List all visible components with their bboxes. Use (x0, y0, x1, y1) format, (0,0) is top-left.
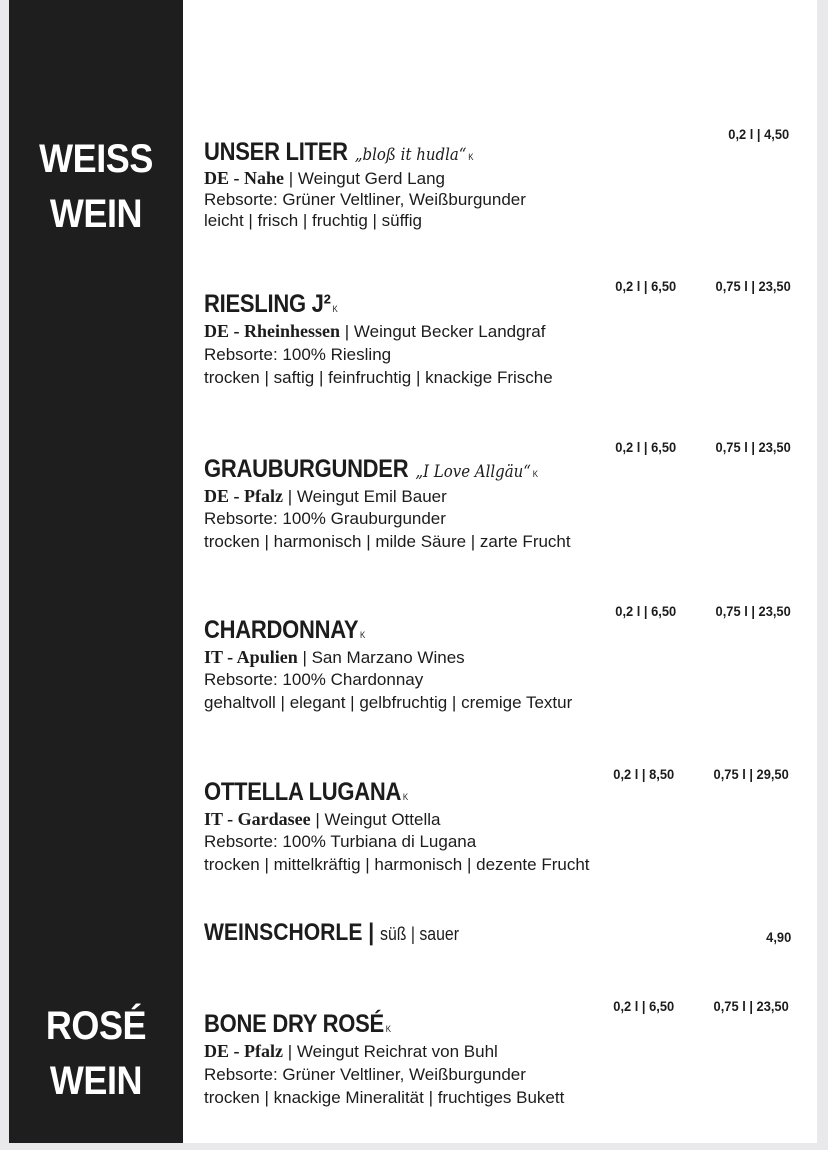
price-large: 0,75 l | 23,50 (713, 998, 789, 1014)
wine-origin (204, 808, 440, 831)
wine-mark: K (402, 792, 408, 802)
wine-name-text: UNSER LITER (204, 138, 348, 166)
schorle-name-text: WEINSCHORLE | (204, 919, 375, 946)
wine-origin (204, 167, 445, 190)
wine-region: DE - Nahe (204, 168, 284, 188)
wine-mark: K (468, 152, 474, 162)
price-small: 0,2 l | 8,50 (613, 766, 674, 782)
wine-name (204, 616, 365, 649)
wine-winery: | Weingut Becker Landgraf (340, 322, 546, 341)
section-title-line: WEIN (49, 192, 143, 236)
wine-nickname: „I Love Allgäu“ (415, 462, 531, 482)
wine-name-text: OTTELLA LUGANA (204, 778, 402, 806)
wine-origin (204, 320, 545, 343)
wine-mark: K (359, 630, 366, 640)
wine-name-text: BONE DRY ROSÉ (204, 1010, 384, 1038)
wine-nickname: „bloß it hudla“ (354, 145, 467, 165)
price-small: 0,2 l | 4,50 (728, 126, 789, 142)
schorle-name (204, 919, 459, 948)
wine-mark: K (532, 469, 538, 479)
wine-mark: K (332, 304, 338, 314)
section-title-line: WEIN (49, 1059, 143, 1103)
wine-grape: Rebsorte: 100% Grauburgunder (204, 509, 446, 528)
wine-winery: | Weingut Emil Bauer (282, 487, 447, 506)
wine-winery: | Weingut Reichrat von Buhl (282, 1042, 498, 1061)
wine-taste: trocken | knackige Mineralität | fruchtiges Bukett (204, 1088, 565, 1107)
section-title-line: WEISS (39, 137, 153, 181)
wine-region: IT - Gardasee (204, 809, 311, 829)
section-title-rosewein (18, 999, 175, 1109)
price-small: 0,2 l | 6,50 (613, 998, 674, 1014)
wine-taste: leicht | frisch | fruchtig | süffig (204, 211, 422, 230)
schorle-options: süß | sauer (380, 924, 460, 944)
wine-name-text: RIESLING J² (204, 290, 331, 318)
wine-name (204, 455, 538, 488)
wine-region: DE - Pfalz (204, 486, 283, 506)
wine-grape: Rebsorte: Grüner Veltliner, Weißburgunder (204, 190, 526, 209)
price-large: 0,75 l | 23,50 (715, 278, 791, 294)
wine-name (204, 1010, 391, 1043)
wine-winery: | San Marzano Wines (297, 648, 465, 667)
wine-region: DE - Pfalz (204, 1041, 283, 1061)
menu-page (9, 0, 817, 1143)
price-large: 0,75 l | 29,50 (713, 766, 789, 782)
wine-region: IT - Apulien (204, 647, 298, 667)
section-band (9, 0, 183, 1143)
wine-taste: trocken | mittelkräftig | harmonisch | dezente Frucht (204, 855, 590, 874)
wine-grape: Rebsorte: 100% Riesling (204, 345, 392, 364)
wine-mark: K (385, 1024, 391, 1034)
wine-origin (204, 485, 447, 508)
wine-grape: Rebsorte: 100% Turbiana di Lugana (204, 832, 477, 851)
wine-name (204, 778, 408, 811)
price-large: 0,75 l | 23,50 (715, 603, 791, 619)
price-small: 0,2 l | 6,50 (615, 603, 676, 619)
wine-winery: | Weingut Ottella (310, 810, 441, 829)
wine-grape: Rebsorte: 100% Chardonnay (204, 670, 424, 689)
wine-name (204, 290, 337, 323)
wine-winery: | Weingut Gerd Lang (284, 169, 445, 188)
wine-origin (204, 1040, 498, 1063)
section-title-line: ROSÉ (45, 1004, 147, 1048)
wine-taste: gehaltvoll | elegant | gelbfruchtig | cremige Textur (204, 693, 573, 712)
wine-grape: Rebsorte: Grüner Veltliner, Weißburgunder (204, 1065, 526, 1084)
wine-region: DE - Rheinhessen (204, 321, 341, 341)
price-large: 0,75 l | 23,50 (715, 439, 791, 455)
wine-name-text: GRAUBURGUNDER (204, 455, 409, 483)
wine-origin (204, 646, 465, 669)
price-small: 0,2 l | 6,50 (615, 439, 676, 455)
price-small: 0,2 l | 6,50 (615, 278, 676, 294)
wine-taste: trocken | harmonisch | milde Säure | zarte Frucht (204, 532, 571, 551)
wine-taste: trocken | saftig | feinfruchtig | knackige Frische (204, 368, 553, 387)
schorle-price: 4,90 (765, 929, 791, 945)
wine-name-text: CHARDONNAY (204, 616, 359, 644)
section-title-weisswein (18, 132, 175, 242)
